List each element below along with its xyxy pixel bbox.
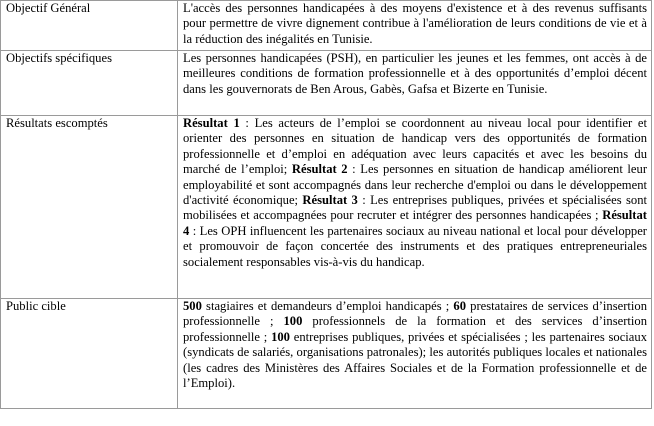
target-1-text: stagiaires et demandeurs d’emploi handicapés ; xyxy=(201,299,454,313)
row-label: Résultats escomptés xyxy=(1,116,178,299)
count-4: 100 xyxy=(271,329,290,344)
result-4-title: Résultat 4 xyxy=(183,208,647,238)
target-3-text: professionnels de la formation et des services d’insertion professionnelle ; xyxy=(183,314,647,344)
target-2-text: prestataires de services d’insertion professionnelle ; xyxy=(183,299,648,329)
result-2-text: : Les personnes en situation de handicap améliorent leur employabilité et sont accompagnés dans leur recherche d'emploi ou dans le développement d'activité économique; xyxy=(183,162,648,208)
row-label: Objectifs spécifiques xyxy=(1,51,178,116)
result-1-text: : Les acteurs de l’emploi se coordonnent au niveau local pour identifier et orienter des personnes en situation de handicap vers des opportunités de formation professionnelle et d’emploi en adéquation avec leurs capacités et avec les besoins du marché de l’emploi; xyxy=(183,116,648,177)
row-objectifs-specifiques xyxy=(1,51,652,116)
row-label: Public cible xyxy=(1,299,178,409)
row-public-cible xyxy=(1,299,652,409)
count-1: 500 xyxy=(183,299,202,313)
result-3-text: : Les entreprises publiques, privées et spécialisées sont mobilisées et accompagnées pour recruter et intégrer des personnes handicapées ; xyxy=(183,193,647,223)
row-content xyxy=(178,299,652,409)
result-1-title: Résultat 1 xyxy=(183,116,240,130)
row-resultats-escomptes xyxy=(1,116,652,299)
result-3-title: Résultat 3 xyxy=(302,193,358,208)
result-2-title: Résultat 2 xyxy=(291,162,348,177)
row-objectif-general xyxy=(1,1,652,51)
count-3: 100 xyxy=(283,314,303,329)
count-2: 60 xyxy=(453,299,467,313)
row-content: L'accès des personnes handicapées à des moyens d'existence et à des revenus suffisants pour permettre de vivre dignement contribue à l'amélioration de leurs conditions de vie et à la réduction des inégalités en Tunisie. xyxy=(178,1,652,51)
target-4-text: entreprises publiques, privées et spécialisées ; les partenaires sociaux (syndicats de salariés, organisations patronales); les autorités publiques locales et nationales (les cadres des Ministères des Affaires Sociales et de la Formation professionnelle et de l’Emploi). xyxy=(183,329,647,391)
row-content xyxy=(178,116,652,299)
result-4-text: : Les OPH influencent les partenaires sociaux au niveau national et local pour développer et promouvoir de façon concertée des instruments et des pratiques entrepreneuriales socialement responsables vis-à-vis du handicap. xyxy=(183,223,647,269)
row-label: Objectif Général xyxy=(1,1,178,51)
row-content: Les personnes handicapées (PSH), en particulier les jeunes et les femmes, ont accès à de meilleures conditions de formation professionnelle et à des opportunités d’emploi décent dans les gouvernorats de Ben Arous, Gabès, Gafsa et Bizerte en Tunisie. xyxy=(178,51,652,116)
